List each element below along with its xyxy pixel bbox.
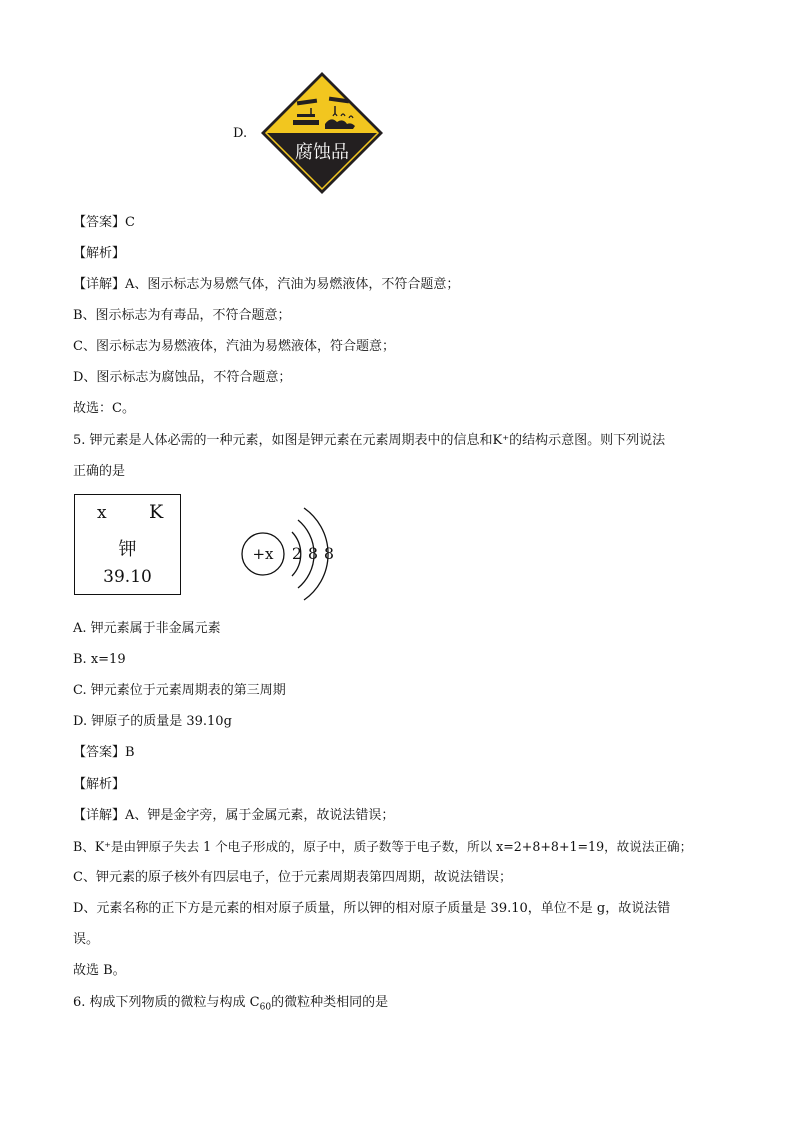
ion-structure-diagram: [236, 498, 346, 610]
shell-1-electrons: 2: [291, 544, 303, 563]
q6-stem-subscript: 60: [259, 1002, 272, 1013]
corrosive-sign-option: [233, 70, 393, 200]
q5-detail-b: B、K⁺是由钾原子失去 1 个电子形成的，原子中，质子数等于电子数，所以 x=2+8+8+1=19，故说法正确；: [73, 839, 693, 854]
q4-detail-a: 【详解】A、图示标志为易燃气体，汽油为易燃液体，不符合题意；: [73, 277, 460, 292]
corrosive-hazard-sign: [259, 70, 389, 200]
q4-answer: 【答案】C: [73, 215, 135, 230]
q5-stem-line1: 5. 钾元素是人体必需的一种元素，如图是钾元素在元素周期表中的信息和K⁺的结构示意图。则下列说法: [73, 433, 666, 448]
q4-detail-d: D、图示标志为腐蚀品，不符合题意；: [73, 370, 292, 385]
q5-detail-c: C、钾元素的原子核外有四层电子，位于元素周期表第四周期，故说法错误；: [73, 870, 512, 885]
q5-stem-line2: 正确的是: [73, 464, 126, 479]
q4-analysis-title: 【解析】: [73, 246, 126, 261]
q4-detail-b: B、图示标志为有毒品，不符合题意；: [73, 308, 291, 323]
element-symbol: K: [149, 501, 164, 523]
q6-stem: [73, 994, 388, 1017]
q5-option-c: C. 钾元素位于元素周期表的第三周期: [73, 683, 286, 698]
q5-detail-d-line1: D、元素名称的正下方是元素的相对原子质量，所以钾的相对原子质量是 39.10，单位不是 g，故说法错: [73, 901, 671, 916]
q4-detail-c: C、图示标志为易燃液体，汽油为易燃液体，符合题意；: [73, 339, 395, 354]
q5-option-d: D. 钾原子的质量是 39.10g: [73, 714, 232, 729]
q5-analysis-title: 【解析】: [73, 777, 126, 792]
shell-3-electrons: 8: [323, 544, 335, 563]
q5-answer: 【答案】B: [73, 745, 135, 760]
q4-conclusion: 故选：C。: [73, 401, 135, 416]
atomic-mass: 39.10: [103, 567, 152, 587]
q6-stem-prefix: 6. 构成下列物质的微粒与构成 C: [73, 995, 260, 1010]
option-d-label: D.: [233, 126, 248, 141]
q5-option-a: A. 钾元素属于非金属元素: [73, 621, 221, 636]
corrosive-sign-text: 腐蚀品: [295, 142, 349, 163]
q5-option-b: B. x=19: [73, 652, 126, 667]
q5-detail-a: 【详解】A、钾是金字旁，属于金属元素，故说法错误；: [73, 808, 395, 823]
q6-stem-suffix: 的微粒种类相同的是: [271, 995, 389, 1010]
q5-detail-d-line2: 误。: [73, 932, 100, 947]
nucleus-charge: +x: [252, 545, 274, 563]
q5-conclusion: 故选 B。: [73, 963, 126, 978]
shell-2-electrons: 8: [307, 544, 319, 563]
atomic-number: x: [97, 503, 107, 523]
periodic-table-cell: [74, 494, 181, 595]
element-name: 钾: [118, 539, 137, 560]
